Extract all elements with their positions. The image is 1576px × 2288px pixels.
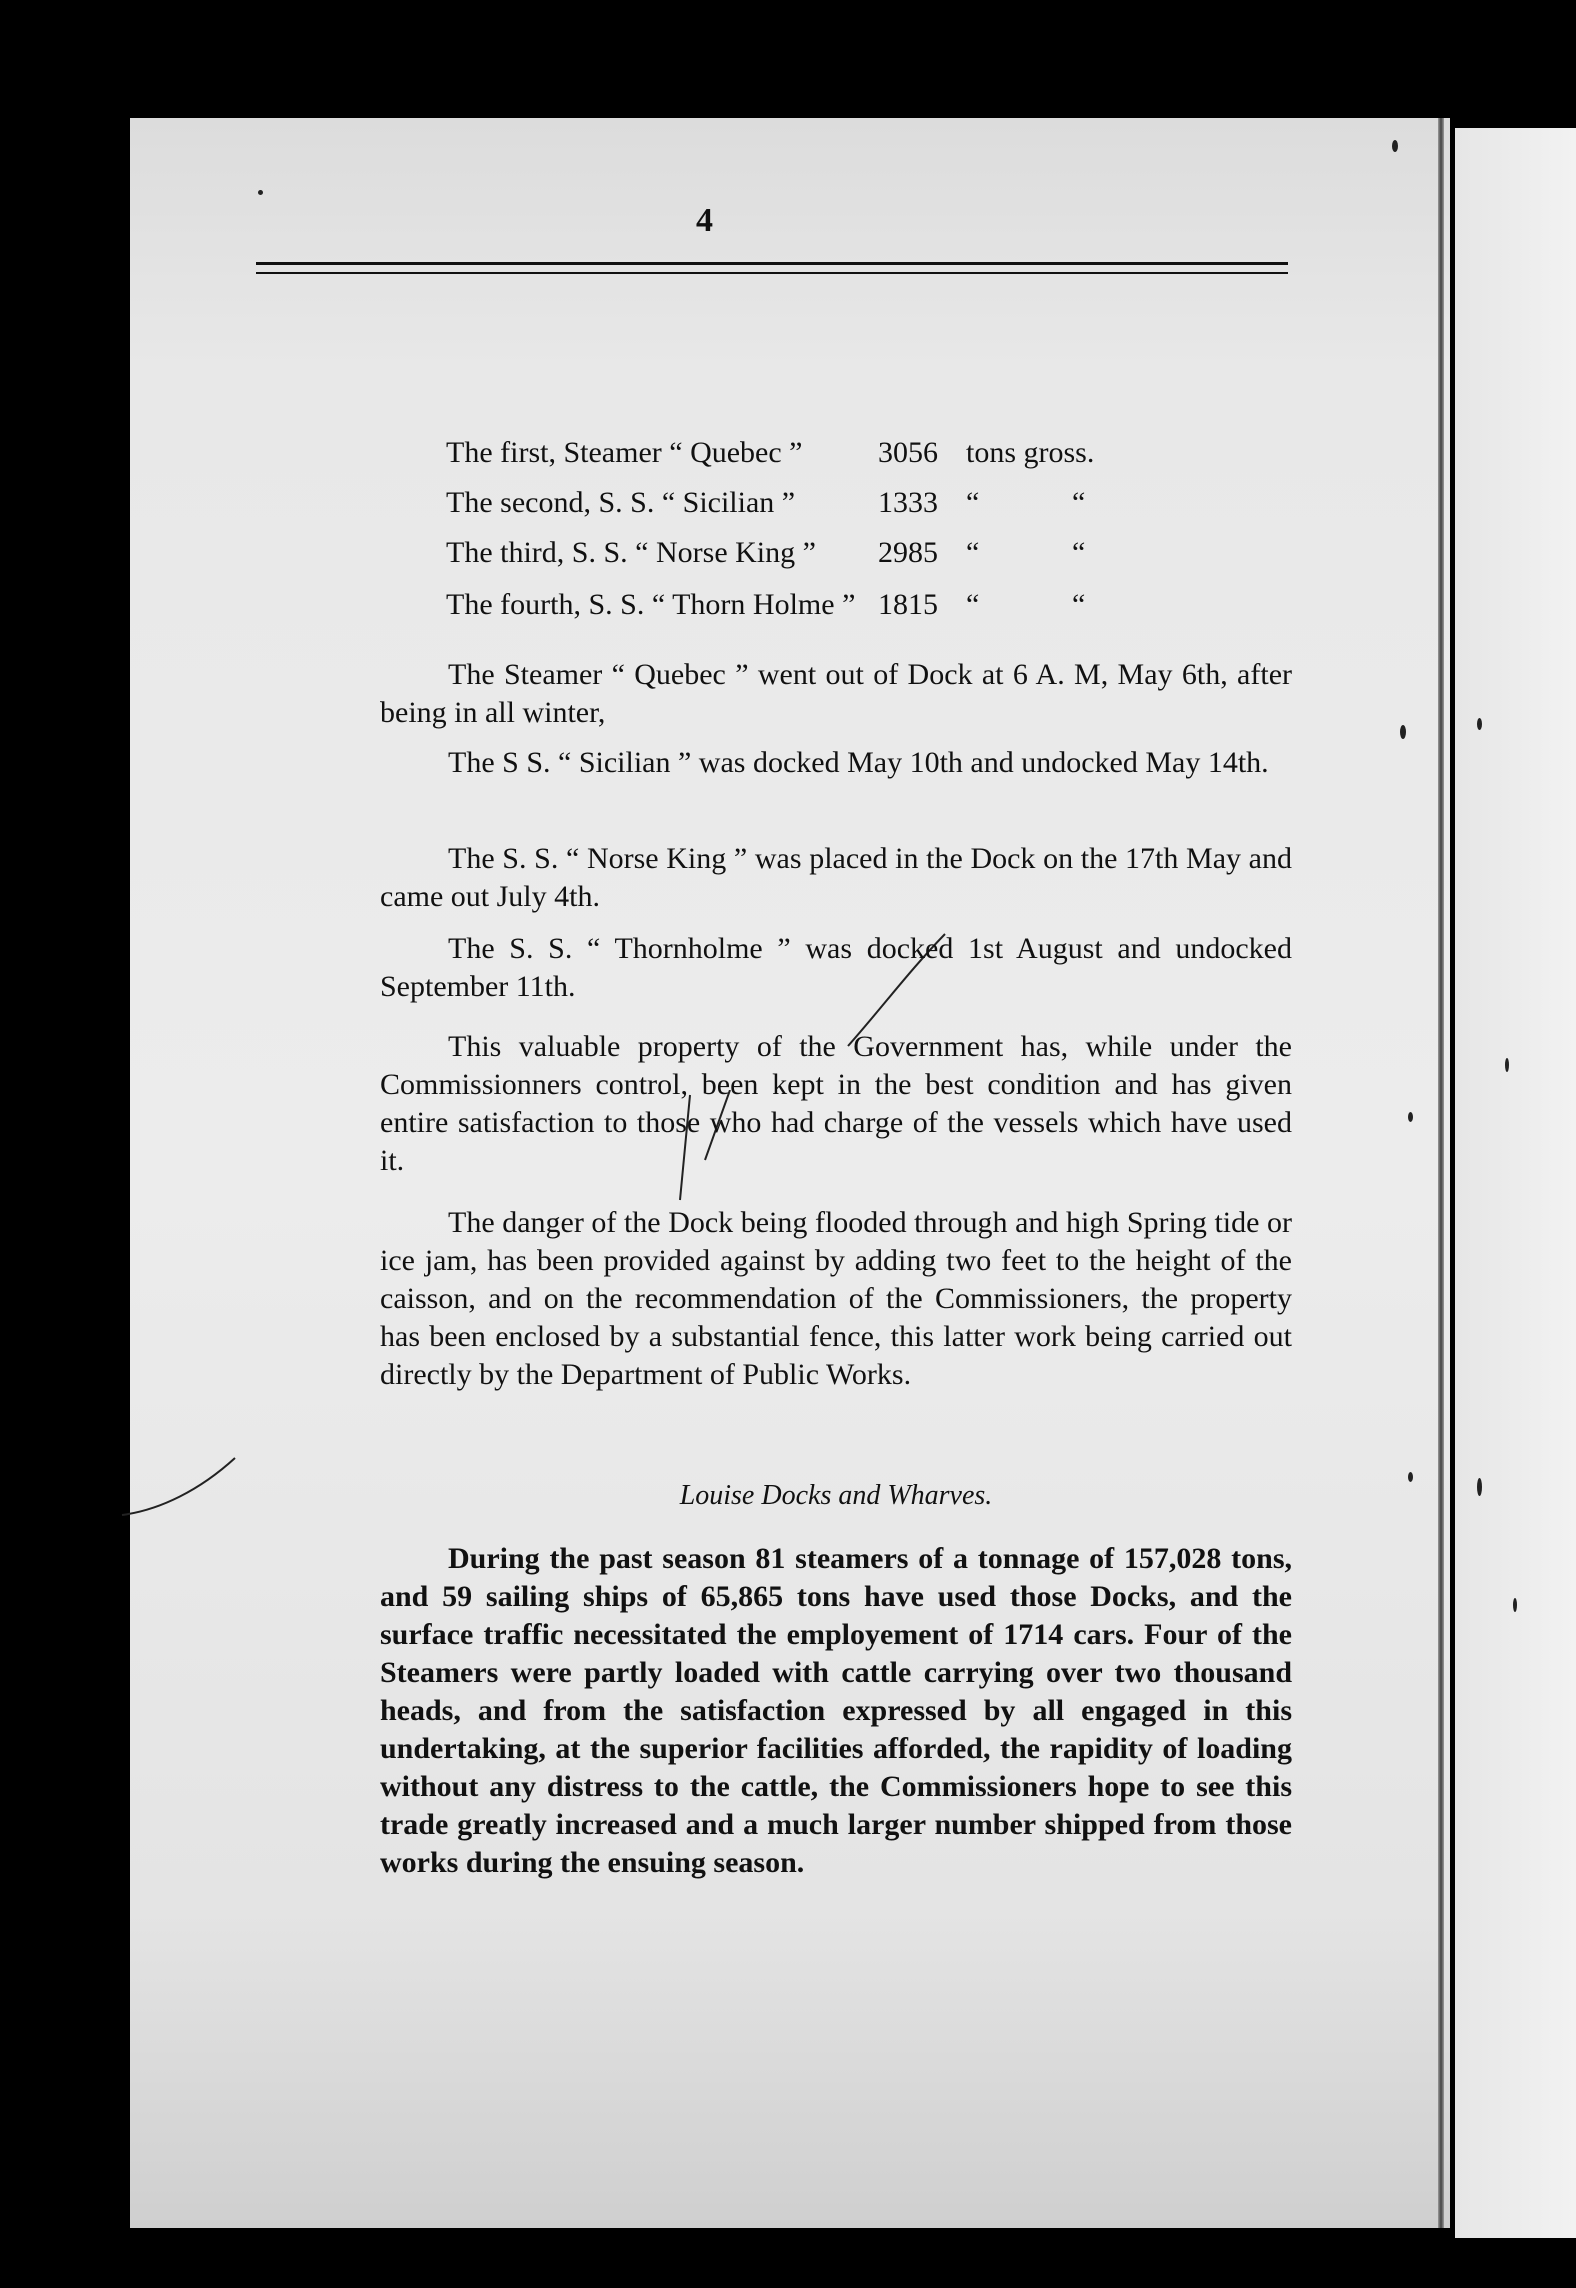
paragraph: The S. S. “ Norse King ” was placed in the Dock on the 17th May and came out July 4th.: [380, 842, 1292, 913]
paragraph: The danger of the Dock being flooded through and high Spring tide or ice jam, has been provided against by adding two feet to the height of the caisson, and on the recommendation of the Commissioners, the property has been enclosed by a substantial fence, this latter work being carried out directly by the Department of Public Works.: [380, 1206, 1292, 1391]
adjacent-page-edge: [1455, 128, 1576, 2238]
tonnage-unit: tons gross.: [966, 436, 1095, 469]
scan-speck: [1392, 140, 1398, 152]
ship-tonnage: 3056: [878, 436, 938, 469]
ditto-mark: “: [1072, 588, 1086, 621]
ditto-mark: “: [966, 536, 980, 569]
scan-speck: [1400, 725, 1406, 739]
paragraph: The Steamer “ Quebec ” went out of Dock at 6 A. M, May 6th, after being in all winter,: [380, 658, 1292, 729]
ship-tonnage: 1815: [878, 588, 938, 621]
ship-name: The first, Steamer “ Quebec ”: [446, 436, 803, 469]
ditto-mark: “: [1072, 486, 1086, 519]
paragraph: The S S. “ Sicilian ” was docked May 10th and undocked May 14th.: [448, 746, 1269, 779]
page-fold-shadow: [1438, 118, 1444, 2228]
paragraph: This valuable property of the Government has, while under the Commissionners control, been kept in the best condition and has given entire satisfaction to those who had charge of the vessels which have used it.: [380, 1030, 1292, 1177]
page-number: 4: [696, 202, 713, 239]
ship-tonnage: 1333: [878, 486, 938, 519]
margin-pen-stroke: [120, 1450, 240, 1520]
ditto-mark: “: [1072, 536, 1086, 569]
section-heading: Louise Docks and Wharves.: [679, 1480, 993, 1511]
ship-name: The fourth, S. S. “ Thorn Holme ”: [446, 588, 856, 621]
header-rule: [256, 272, 1288, 274]
ship-tonnage: 2985: [878, 536, 938, 569]
paragraph: During the past season 81 steamers of a tonnage of 157,028 tons, and 59 sailing ships of 65,865 tons have used those Docks, and the surface traffic necessitated the employement of 1714 cars. Four of the Steamers were partly loaded with cattle carrying over two thousand heads, and from the satisfaction expressed by all engaged in this undertaking, at the superior facilities afforded, the rapidity of loading without any distress to the cattle, the Commissioners hope to see this trade greatly increased and a much larger number shipped from those works during the ensuing season.: [380, 1542, 1292, 1879]
paragraph: The S. S. “ Thornholme ” was docked 1st August and undocked September 11th.: [380, 932, 1292, 1003]
ship-name: The second, S. S. “ Sicilian ”: [446, 486, 796, 519]
header-rule: [256, 262, 1288, 265]
ditto-mark: “: [966, 486, 980, 519]
scan-speck: [1408, 1112, 1413, 1122]
scan-speck: [258, 190, 263, 195]
scan-speck: [1408, 1472, 1413, 1482]
ship-name: The third, S. S. “ Norse King ”: [446, 536, 816, 569]
ditto-mark: “: [966, 588, 980, 621]
